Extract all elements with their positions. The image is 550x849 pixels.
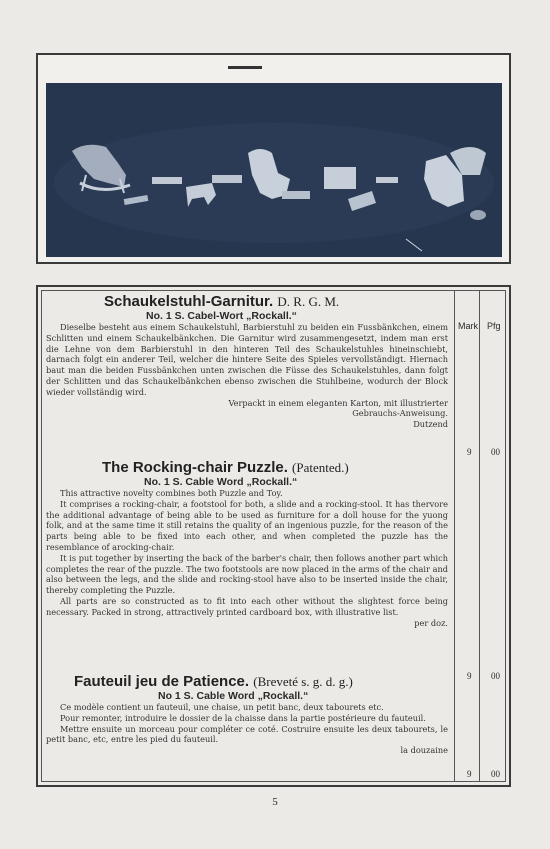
price-pfg: 00: [491, 671, 500, 681]
section-title-text: Schaukelstuhl-Garnitur.: [104, 293, 274, 310]
unit-label: per doz.: [414, 617, 448, 628]
unit-label: Dutzend: [413, 419, 448, 430]
unit-label: la douzaine: [400, 745, 448, 756]
mark-column-divider: [454, 291, 455, 781]
section-title: [46, 459, 448, 476]
price-mark: 9: [467, 671, 472, 681]
price-pfg: 00: [491, 447, 500, 457]
section-subtitle: No. 1 S. Cabel-Wort „Rockall.“: [146, 310, 297, 322]
paragraph: It is put together by inserting the back of the barber's chair, then follows another part which completes the rear of the puzzle. The two footstools are now placed in the arms of the chair and also between the legs, and the slide and rocking-stool have also to be inserted inside the chair, thereby completing the Puzzle.: [46, 552, 448, 596]
price-mark: 9: [467, 769, 472, 779]
price-pfg: 00: [491, 769, 500, 779]
paragraph: All parts are so constructed as to fit into each other without the slightest force being necessary. Packed in strong, attractively printed cardboard box, with illustrative list.: [46, 595, 448, 617]
paragraph: This attractive novelty combines both Puzzle and Toy.: [60, 488, 283, 498]
pfg-column-header: Pfg: [487, 321, 501, 331]
paragraph: Pour remonter, introduire le dossier de la chaisse dans la partie postérieure du fauteuil.: [60, 712, 426, 723]
section-title-extra: D. R. G. M.: [277, 294, 340, 309]
paragraph: Verpackt in einem eleganten Karton, mit illustrierter Gebrauchs-Anweisung.: [228, 397, 448, 419]
pfg-column-divider: [479, 291, 480, 781]
paragraph: Dieselbe besteht aus einem Schaukelstuhl, Barbierstuhl zu beiden ein Fussbänkchen, einem Schlitten und einem Schaukelbänkchen. Die Garnitur wird zusammengesetzt, indem man erst die Lehne von dem Barbierstuhl in den hinteren Teil des Schaukelstuhles hineinschiebt, darnach folgt ein anderer Teil, welcher die hintere Seite des Spieles vervollständigt. Hiernach baut man die beiden Fussbänkchen unten zwischen die Füsse des Schaukelstuhles, dann folgt der Schlitten und das Schaukelbänkchen ebenso zwischen die Stuhlbeine, wodurch der Block wieder vollständig wird.: [46, 322, 448, 397]
paragraph: Ce modèle contient un fauteuil, une chaise, un petit banc, deux tabourets etc.: [60, 702, 384, 712]
paragraph: Mettre ensuite un morceau pour compléter ce coté. Costruire ensuite les deux tabourets, le petit banc, etc, entre les pied du fauteuil.: [46, 723, 448, 745]
ornament-line: [228, 66, 262, 69]
doll-furniture-photo: [46, 83, 502, 257]
mark-column-header: Mark: [458, 321, 478, 331]
section-title-extra: (Patented.): [292, 460, 349, 475]
price-mark: 9: [467, 447, 472, 457]
photo-frame: [36, 53, 511, 264]
paragraph: It comprises a rocking-chair, a footstool for both, a slide and a rocking-stool. It has thervore the additional advantage of being able to be used as furniture for a doll house for the yuong folk, and at the same time it still retains the quality of an ingenious puzzle, for the reason of the parts being able to be fixed into each other, and when completed the puzzle has the resemblance of arocking-chair.: [46, 498, 448, 552]
page-number: 5: [272, 796, 278, 808]
section-title-text: Fauteuil jeu de Patience.: [74, 673, 250, 690]
section-english: [46, 459, 448, 628]
section-title: [46, 673, 448, 690]
section-french: [46, 673, 448, 756]
section-title-extra: (Breveté s. g. d. g.): [253, 674, 353, 689]
section-german: [46, 293, 448, 430]
section-title: [46, 293, 448, 310]
photo-illustration: [46, 83, 502, 257]
price-list-table: [36, 285, 511, 787]
section-title-text: The Rocking-chair Puzzle.: [102, 459, 288, 476]
section-subtitle: No. 1 S. Cable Word „Rockall.“: [144, 476, 298, 488]
section-subtitle: No 1 S. Cable Word „Rockall.“: [158, 690, 309, 702]
